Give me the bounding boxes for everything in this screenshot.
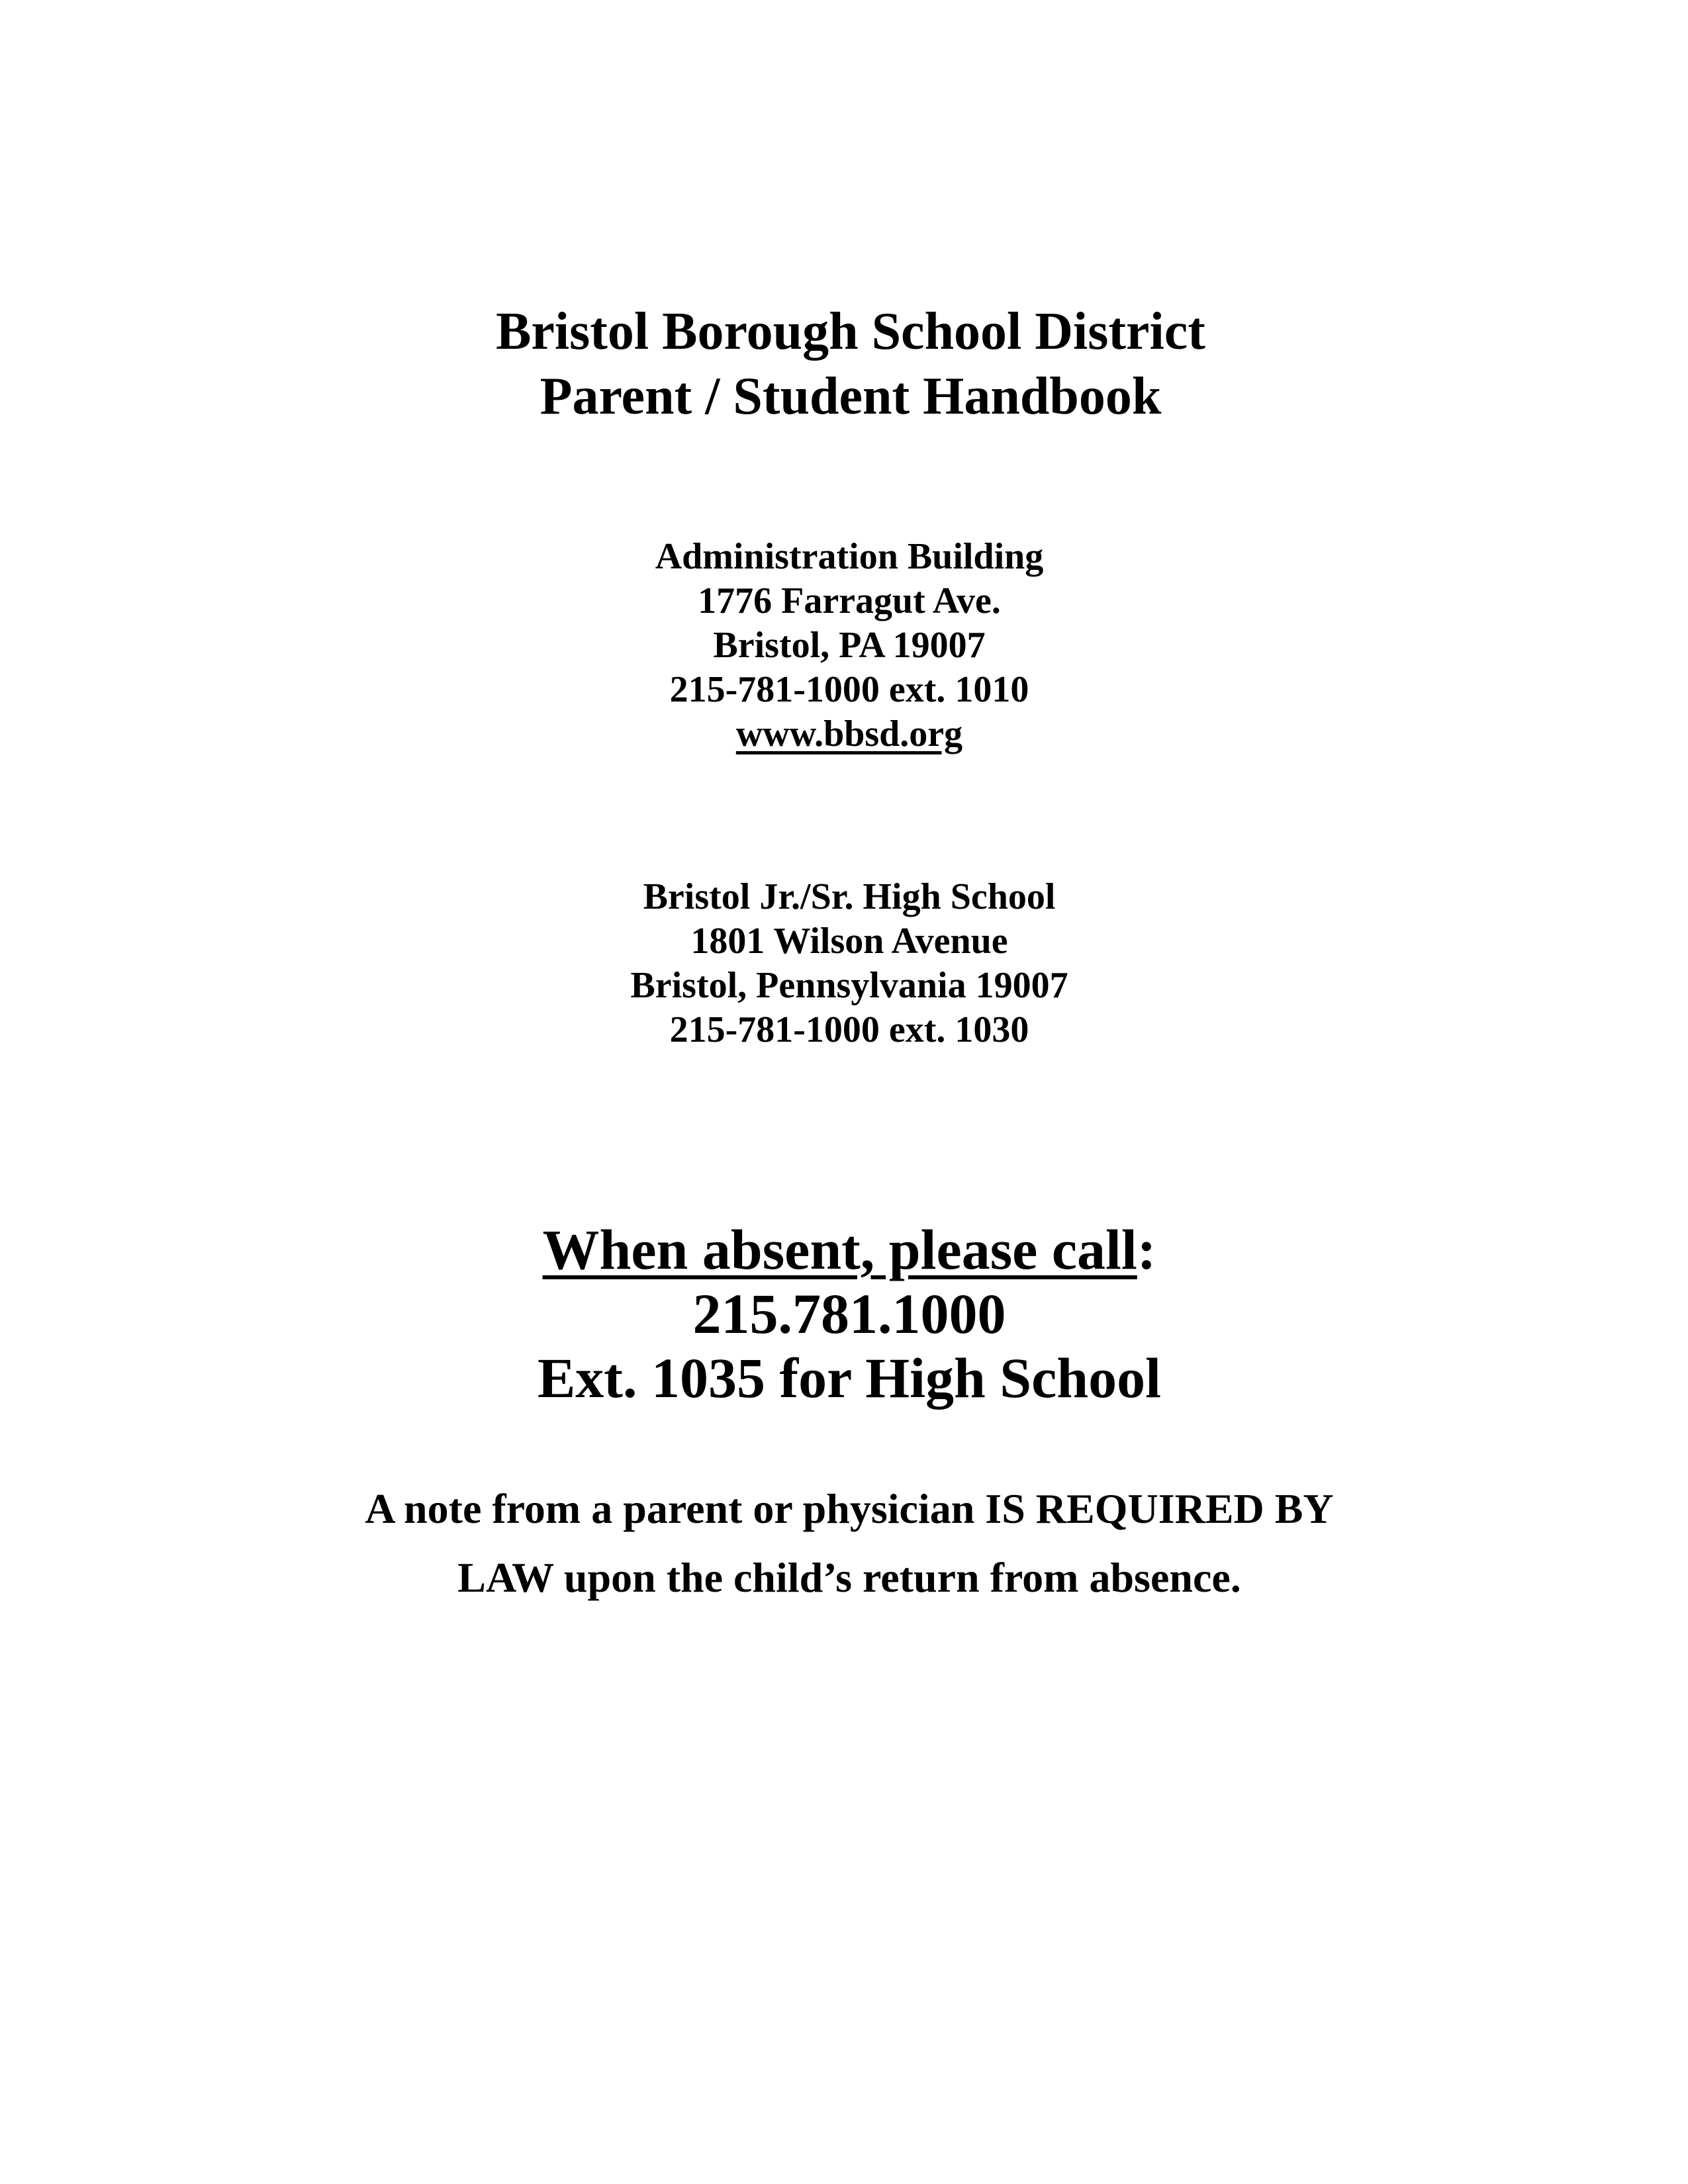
title-line-district: Bristol Borough School District	[496, 302, 1205, 361]
absence-note	[5, 1475, 1688, 1612]
website-link[interactable]: www.bbsd.org	[735, 713, 963, 754]
absence-heading: When absent, please call	[542, 1218, 1137, 1281]
high-school-name: Bristol Jr./Sr. High School	[643, 876, 1056, 917]
high-school-street: 1801 Wilson Avenue	[690, 921, 1008, 962]
admin-building-name: Administration Building	[655, 536, 1044, 577]
title-line-handbook: Parent / Student Handbook	[539, 367, 1162, 426]
absence-extension: Ext. 1035 for High School	[537, 1346, 1162, 1410]
note-line-1: A note from a parent or physician IS REQUIRED BY	[365, 1485, 1334, 1532]
admin-building-phone: 215-781-1000 ext. 1010	[669, 669, 1029, 710]
admin-building-street: 1776 Farragut Ave.	[698, 580, 1001, 621]
absence-phone: 215.781.1000	[692, 1282, 1006, 1345]
admin-building-city: Bristol, PA 19007	[713, 625, 986, 666]
high-school-phone: 215-781-1000 ext. 1030	[669, 1009, 1029, 1050]
absence-heading-line	[5, 1218, 1688, 1282]
high-school-city: Bristol, Pennsylvania 19007	[630, 965, 1068, 1006]
admin-building-address	[5, 535, 1688, 756]
note-line-2: LAW upon the child’s return from absence.	[457, 1554, 1241, 1601]
high-school-address	[5, 875, 1688, 1052]
absence-call-section	[5, 1218, 1688, 1410]
document-title	[7, 299, 1688, 429]
absence-heading-colon: :	[1137, 1218, 1156, 1281]
